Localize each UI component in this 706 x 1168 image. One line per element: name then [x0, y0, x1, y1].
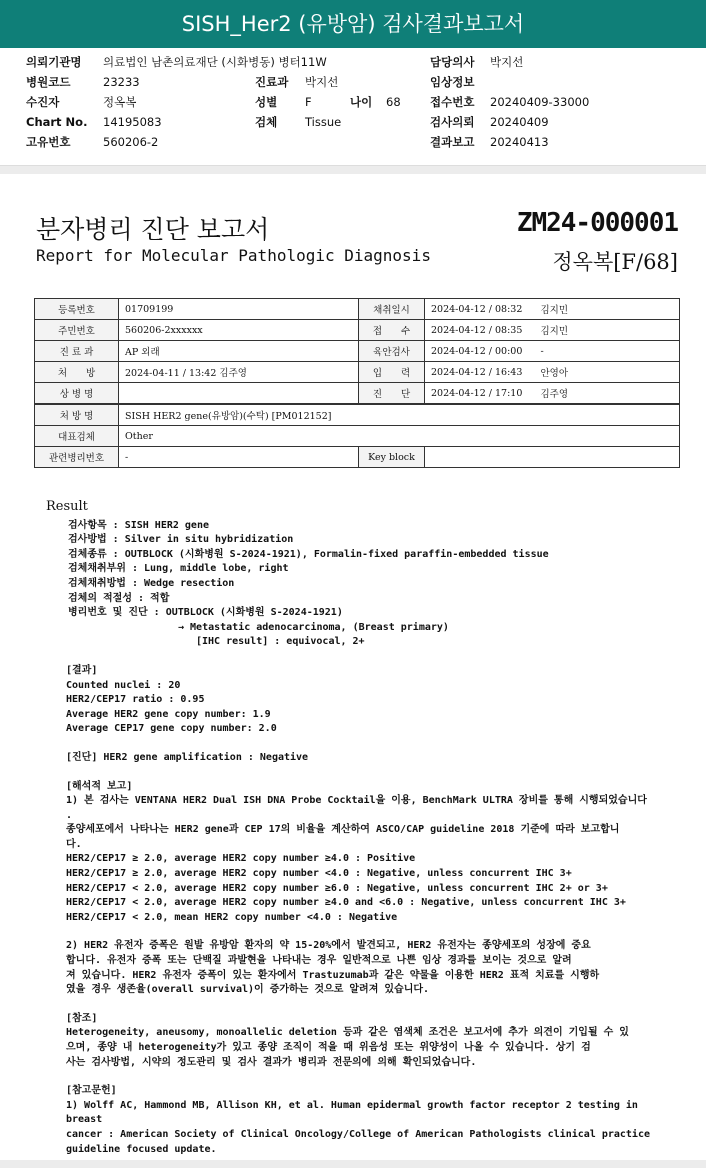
- table-key: 입 력: [359, 362, 425, 383]
- table-value: 2024-04-12 / 16:43: [425, 362, 535, 383]
- result-line: Average CEP17 gene copy number: 2.0: [66, 723, 277, 735]
- result-line: Heterogeneity, aneusomy, monoallelic deletion 등과 같은 염색체 조건은 보고서에 추가 의견이 기입될 수 있: [66, 1027, 629, 1039]
- table-key: 등록번호: [35, 299, 119, 320]
- table-value: 2024-04-11 / 13:42 김주영: [119, 362, 359, 383]
- table-value: [119, 383, 359, 404]
- bottom-band: [0, 1160, 706, 1168]
- result-line: 병리번호 및 진단 : OUTBLOCK (시화병원 S-2024-1921): [68, 607, 343, 619]
- table-key: 관련병리번호: [35, 447, 119, 468]
- table-key: 진 료 과: [35, 341, 119, 362]
- report-date-label: 결과보고: [430, 135, 475, 149]
- criteria-line: HER2/CEP17 < 2.0, average HER2 copy number ≥4.0 and <6.0 : Negative, unless concurrent IHC 3+: [66, 897, 626, 909]
- section-heading: [해석적 보고]: [66, 780, 133, 792]
- code-value: 23233: [103, 75, 140, 89]
- result-line: 종양세포에서 나타나는 HER2 gene과 CEP 17의 비율을 계산하여 ASCO/CAP guideline 2018 기준에 따라 보고합니: [66, 824, 620, 836]
- table-value: 김지민: [535, 299, 680, 320]
- table-value: 2024-04-12 / 08:35: [425, 320, 535, 341]
- table-row: [35, 320, 680, 341]
- table-value: 2024-04-12 / 00:00: [425, 341, 535, 362]
- hospital-value: 의료법인 남촌의료재단 (시화병동) 병터11W: [103, 55, 327, 69]
- sex-value: F: [305, 95, 312, 109]
- table-key: 진 단: [359, 383, 425, 404]
- table-value: 560206-2xxxxxx: [119, 320, 359, 341]
- chart-value: 14195083: [103, 115, 162, 129]
- reference-line: 1) Wolff AC, Hammond MB, Allison KH, et al. Human epidermal growth factor receptor 2 testing in breast: [66, 1099, 638, 1126]
- table-value: 김지민: [535, 320, 680, 341]
- table-row: [35, 362, 680, 383]
- section-heading: [결과]: [66, 664, 98, 676]
- specimen-value: Tissue: [305, 115, 342, 129]
- table-value: -: [119, 447, 359, 468]
- table-value: [425, 447, 680, 468]
- code-label: 병원코드: [26, 75, 71, 89]
- table-row: [35, 447, 680, 468]
- table-key: 주민번호: [35, 320, 119, 341]
- doctor-value: 박지선: [490, 55, 524, 69]
- result-line: 으며, 종양 내 heterogeneity가 있고 종양 조직이 적을 때 위음성 또는 위양성이 나올 수 있습니다. 상기 검: [66, 1042, 591, 1053]
- patient-tag: 정옥복[F/68]: [552, 250, 678, 274]
- receipt-label: 접수번호: [430, 95, 475, 109]
- report-title: SISH_Her2 (유방암) 검사결과보고서: [181, 12, 525, 36]
- result-line: 1) 본 검사는 VENTANA HER2 Dual ISH DNA Probe Cocktail을 이용, BenchMark ULTRA 장비를 통해 시행되었습니다: [66, 795, 647, 807]
- specimen-label: 검체: [255, 115, 278, 129]
- result-line: 사는 검사방법, 시약의 정도관리 및 검사 결과가 병리과 전문의에 의해 확인되었습니다.: [66, 1056, 477, 1068]
- dept-label: 진료과: [255, 75, 289, 89]
- result-line: 2) HER2 유전자 증폭은 원발 유방암 환자의 약 15-20%에서 발견되고, HER2 유전자는 종양세포의 성장에 중요: [66, 940, 591, 952]
- table-value: AP 외래: [119, 341, 359, 362]
- age-label: 나이: [350, 95, 373, 109]
- result-line: 져 있습니다. HER2 유전자 증폭이 있는 환자에서 Trastuzumab과 같은 약물을 이용한 HER2 표적 치료를 시행하: [66, 969, 600, 981]
- patient-info-panel: [0, 48, 706, 166]
- result-line: 검사방법 : Silver in situ hybridization: [68, 534, 294, 546]
- hospital-label: 의뢰기관명: [26, 55, 82, 69]
- table-key: 처 방: [35, 362, 119, 383]
- result-line: .: [66, 809, 73, 821]
- table-row: [35, 426, 680, 447]
- registration-table: [34, 298, 680, 404]
- dept-value: 박지선: [305, 75, 339, 89]
- doctor-label: 담당의사: [430, 55, 475, 69]
- divider-band: [0, 166, 706, 174]
- report-date-value: 20240413: [490, 135, 549, 149]
- patient-label: 수진자: [26, 95, 60, 109]
- doc-title-korean: 분자병리 진단 보고서: [36, 215, 270, 244]
- section-heading: [참고문헌]: [66, 1085, 117, 1097]
- table-key: 채취일시: [359, 299, 425, 320]
- table-key: 접 수: [359, 320, 425, 341]
- result-line: 검체종류 : OUTBLOCK (시화병원 S-2024-1921), Formalin-fixed paraffin-embedded tissue: [68, 548, 549, 560]
- sex-label: 성별: [255, 95, 278, 109]
- request-date-label: 검사의뢰: [430, 115, 475, 129]
- result-line: → Metastatic adenocarcinoma, (Breast primary): [178, 621, 449, 633]
- receipt-value: 20240409-33000: [490, 95, 590, 109]
- result-line: 검체채취부위 : Lung, middle lobe, right: [68, 563, 289, 575]
- reference-line: guideline focused update.: [66, 1143, 217, 1155]
- result-title: Result: [46, 499, 88, 514]
- report-title-bar: [0, 0, 706, 48]
- table-value: SISH HER2 gene(유방암)(수탁) [PM012152]: [119, 405, 680, 426]
- table-value: 2024-04-12 / 17:10: [425, 383, 535, 404]
- table-key: 처 방 명: [35, 405, 119, 426]
- report-document: [0, 174, 706, 1160]
- result-line: 검사항목 : SISH HER2 gene: [68, 519, 209, 531]
- uid-label: 고유번호: [26, 135, 71, 149]
- table-key: Key block: [359, 447, 425, 468]
- table-value: 김주영: [535, 383, 680, 404]
- result-line: 였을 경우 생존율(overall survival)이 증가하는 것으로 알려져 있습니다.: [66, 984, 430, 996]
- table-value: Other: [119, 426, 680, 447]
- table-value: 01709199: [119, 299, 359, 320]
- table-row: [35, 383, 680, 404]
- criteria-line: HER2/CEP17 ≥ 2.0, average HER2 copy number ≥4.0 : Positive: [66, 853, 416, 865]
- age-value: 68: [386, 95, 401, 109]
- table-value: 2024-04-12 / 08:32: [425, 299, 535, 320]
- result-line: HER2/CEP17 ratio : 0.95: [66, 694, 205, 706]
- table-row: [35, 299, 680, 320]
- criteria-line: HER2/CEP17 < 2.0, mean HER2 copy number <4.0 : Negative: [66, 911, 398, 923]
- table-key: 대표검체: [35, 426, 119, 447]
- table-value: 안영아: [535, 362, 680, 383]
- result-line: 검체의 적절성 : 적합: [68, 592, 170, 604]
- diagnosis-line: [진단] HER2 gene amplification : Negative: [66, 751, 309, 763]
- table-key: 상 병 명: [35, 383, 119, 404]
- table-key: 육안검사: [359, 341, 425, 362]
- request-date-value: 20240409: [490, 115, 549, 129]
- result-line: 합니다. 유전자 증폭 또는 단백질 과발현을 나타내는 경우 일반적으로 나쁜 임상 경과를 보이는 것으로 알려: [66, 955, 572, 967]
- report-number: ZM24-000001: [516, 208, 678, 238]
- chart-label: Chart No.: [26, 115, 88, 129]
- clinical-label: 임상정보: [430, 75, 475, 89]
- order-table: [34, 404, 680, 468]
- reference-line: cancer : American Society of Clinical Oncology/College of American Pathologists clinical practice: [66, 1128, 650, 1140]
- patient-value: 정옥복: [103, 95, 137, 109]
- result-section: [46, 500, 666, 1157]
- result-line: Average HER2 gene copy number: 1.9: [66, 708, 271, 720]
- section-heading: [참조]: [66, 1012, 98, 1024]
- result-line: Counted nuclei : 20: [66, 679, 181, 691]
- uid-value: 560206-2: [103, 135, 159, 149]
- result-line: [IHC result] : equivocal, 2+: [196, 636, 365, 648]
- doc-title-english: Report for Molecular Pathologic Diagnosis: [36, 246, 431, 265]
- table-value: -: [535, 341, 680, 362]
- result-line: 검체채취방법 : Wedge resection: [68, 577, 235, 589]
- result-line: 다.: [66, 838, 82, 850]
- table-row: [35, 405, 680, 426]
- table-row: [35, 341, 680, 362]
- criteria-line: HER2/CEP17 ≥ 2.0, average HER2 copy number <4.0 : Negative, unless concurrent IHC 3+: [66, 868, 572, 880]
- criteria-line: HER2/CEP17 < 2.0, average HER2 copy number ≥6.0 : Negative, unless concurrent IHC 2+ or 3+: [66, 882, 608, 894]
